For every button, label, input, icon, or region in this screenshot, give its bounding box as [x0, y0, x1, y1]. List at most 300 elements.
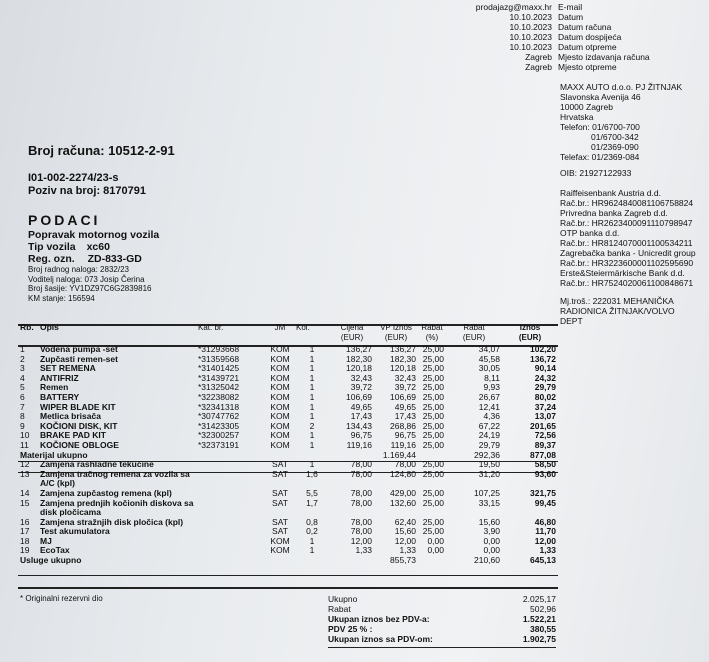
service-iznos: 11,70	[535, 526, 556, 537]
service-cijena: 78,00	[350, 516, 372, 527]
podaci-details	[28, 265, 151, 303]
col-kat: Kat. br.	[198, 323, 224, 332]
company-phone-1: Telefon: 01/6700-700	[560, 122, 640, 132]
material-vp: 106,69	[390, 391, 416, 402]
service-jm: KOM	[270, 545, 290, 556]
service-kol: 1,7	[306, 497, 318, 508]
company-phone-2: 01/6700-342	[591, 132, 639, 142]
vehicle-type	[28, 241, 110, 253]
material-vp: 268,86	[390, 420, 416, 431]
footnote: * Originalni rezervni dio	[20, 594, 103, 603]
material-iznos: 72,56	[534, 430, 556, 441]
col-iznos-label: Iznos	[519, 323, 541, 332]
summary-value: 1.522,21	[522, 614, 556, 624]
material-kol: 1	[309, 430, 315, 441]
material-kat: *32341318	[198, 401, 240, 412]
material-opis: ANTIFRIZ	[40, 372, 79, 383]
material-kat: *31359568	[198, 353, 240, 364]
material-jm: KOM	[270, 363, 290, 374]
vehicle-type-value: xc60	[86, 241, 110, 253]
material-vp: 136,27	[390, 344, 416, 354]
meta-value: 10.10.2023	[509, 32, 552, 42]
meta-label: Datum dospijeća	[558, 32, 622, 42]
meta-label: Mjesto otpreme	[558, 62, 617, 72]
summary-row	[328, 604, 556, 614]
bank-account: Rač.br.: HR8124070001100534211	[560, 238, 693, 248]
material-vp: 96,75	[394, 430, 416, 441]
service-jm: KOM	[270, 535, 290, 546]
material-pct: 25,00	[422, 391, 444, 402]
material-rb: 2	[20, 353, 25, 364]
services-total-row	[18, 556, 558, 567]
material-rb: 11	[20, 439, 29, 450]
service-vp: 15,60	[394, 526, 416, 537]
service-opis-line1: Zamjena prednjih kočionih diskova sa	[40, 497, 194, 508]
service-cijena: 78,00	[350, 487, 372, 498]
bank-account: Rač.br.: HR3223600001102595690	[560, 258, 694, 268]
material-pct: 25,00	[422, 363, 444, 374]
service-jm: SAT	[272, 526, 288, 537]
material-jm: KOM	[270, 344, 290, 354]
cost-center	[560, 296, 675, 326]
material-rabat: 8,11	[484, 372, 500, 383]
material-pct: 25,00	[422, 372, 444, 383]
material-vp: 39,72	[394, 382, 416, 393]
material-vp: 32,43	[394, 372, 416, 383]
col-iznos	[502, 323, 558, 345]
cost-center-line-1: Mj.troš.: 222031 MEHANIČKA	[560, 296, 674, 306]
material-rabat: 12,41	[478, 401, 500, 412]
chassis-number: Broj šasije: YV1DZ97C6G2839816	[28, 284, 152, 294]
material-rabat: 67,22	[478, 420, 500, 431]
bank-name: Erste&Steiermärkische Bank d.d.	[560, 268, 685, 278]
material-rabat: 26,67	[478, 391, 500, 402]
service-opis-line1: Zamjena zupčastog remena (kpl)	[40, 487, 172, 498]
summary-row	[328, 614, 556, 624]
col-rabat-pct-label: Rabat	[421, 323, 443, 332]
services-total-rabat: 210,60	[474, 555, 500, 566]
material-opis: KOČIONI DISK, KIT	[40, 420, 118, 431]
material-iznos: 29,79	[534, 382, 556, 393]
meta-value: prodajazg@maxx.hr	[475, 2, 552, 12]
material-kat: *31293668	[198, 344, 240, 354]
material-kat: *32300257	[198, 430, 240, 441]
material-rabat: 24,19	[478, 430, 500, 441]
material-iznos: 136,72	[530, 353, 556, 364]
col-cijena-unit: (EUR)	[340, 332, 364, 342]
company-country: Hrvatska	[560, 112, 594, 122]
material-cijena: 96,75	[350, 430, 372, 441]
col-cijena-label: Cijena	[340, 323, 364, 332]
invoice-ref-code: I01-002-2274/23-s	[28, 172, 119, 184]
material-cijena: 49,65	[350, 401, 372, 412]
material-rb: 3	[20, 363, 25, 374]
service-cijena: 78,00	[350, 468, 372, 479]
service-rb: 14	[20, 487, 30, 498]
material-rb: 1	[20, 344, 25, 354]
meta-label: E-mail	[558, 2, 583, 12]
service-rb: 16	[20, 516, 30, 527]
service-opis-line1: Test akumulatora	[40, 526, 110, 537]
service-kol: 0,8	[306, 516, 318, 527]
service-cijena: 1,33	[355, 545, 372, 556]
bank-list	[560, 188, 696, 288]
service-pct: 25,00	[422, 487, 444, 498]
col-rabat-pct	[418, 323, 446, 345]
meta-value: 10.10.2023	[509, 12, 552, 22]
meta-row	[460, 2, 650, 12]
summary-value: 1.902,75	[522, 634, 556, 644]
col-rabat-unit: (EUR)	[462, 332, 486, 342]
material-kol: 1	[309, 382, 315, 393]
material-iznos: 89,37	[534, 439, 556, 450]
col-kol: Kol.	[296, 323, 310, 332]
vehicle-type-label: Tip vozila	[28, 241, 76, 253]
service-rabat: 0,00	[483, 545, 500, 556]
service-kol: 1	[309, 535, 315, 546]
material-kat: *31439721	[198, 372, 240, 383]
registration	[28, 253, 142, 265]
service-kol: 1	[309, 459, 315, 470]
material-iznos: 37,24	[534, 401, 556, 412]
meta-label: Datum računa	[558, 22, 612, 32]
materials-total-iznos: 877,08	[530, 449, 556, 460]
material-kat: *31325042	[198, 382, 240, 393]
material-kol: 1	[309, 353, 315, 364]
material-iznos: 13,07	[534, 411, 556, 422]
services-total-rule	[18, 587, 558, 589]
material-kol: 1	[309, 344, 315, 354]
meta-row	[460, 22, 650, 32]
material-rb: 10	[20, 430, 30, 441]
summary-row	[328, 634, 556, 644]
service-rb: 17	[20, 526, 30, 537]
company-city: 10000 Zagreb	[560, 102, 613, 112]
service-jm: SAT	[272, 459, 288, 470]
material-cijena: 17,43	[350, 411, 372, 422]
service-kol: 5,5	[306, 487, 318, 498]
material-opis: Vodena pumpa -set	[40, 344, 118, 354]
material-kol: 1	[309, 363, 315, 374]
service-opis-line2: disk pločicama	[40, 507, 101, 518]
materials-total-vp: 1.169,44	[382, 449, 416, 460]
service-cijena: 78,00	[350, 497, 372, 508]
summary-label: Rabat	[328, 604, 351, 614]
service-cijena: 78,00	[350, 526, 372, 537]
col-rabat-pct-unit: (%)	[425, 332, 439, 342]
service-kol: 0,2	[306, 526, 318, 537]
summary-label: Ukupan iznos sa PDV-om:	[328, 634, 433, 644]
material-jm: KOM	[270, 353, 290, 364]
meta-row	[460, 12, 650, 22]
services-total-vp: 855,73	[390, 555, 416, 566]
material-iznos: 90,14	[534, 363, 556, 374]
material-vp: 182,30	[390, 353, 416, 364]
service-vp: 124,80	[390, 468, 416, 479]
summary-block	[328, 594, 556, 644]
material-kol: 1	[309, 401, 315, 412]
meta-value: 10.10.2023	[509, 42, 552, 52]
col-iznos-unit: (EUR)	[518, 332, 542, 342]
service-opis-line1: EcoTax	[40, 545, 70, 556]
meta-label: Mjesto izdavanja računa	[558, 52, 650, 62]
material-kat: *31423305	[198, 420, 240, 431]
material-kat: *32373191	[198, 439, 240, 450]
service-opis-line1: Zamjena rashladne tekućine	[40, 459, 154, 470]
registration-value: ZD-833-GD	[87, 253, 142, 265]
material-rabat: 30,05	[478, 363, 500, 374]
material-jm: KOM	[270, 372, 290, 383]
material-rb: 4	[20, 372, 25, 383]
meta-row	[460, 52, 650, 62]
service-pct: 25,00	[422, 516, 444, 527]
material-pct: 25,00	[422, 382, 444, 393]
material-cijena: 134,43	[346, 420, 372, 431]
material-cijena: 120,18	[346, 363, 372, 374]
material-jm: KOM	[270, 382, 290, 393]
service-opis-line1: Zamjena stražnjih disk pločica (kpl)	[40, 516, 184, 527]
services-total-iznos: 645,13	[530, 555, 556, 566]
material-kat: *31401425	[198, 363, 240, 374]
summary-label: Ukupno	[328, 594, 358, 604]
col-jm: JM	[274, 323, 286, 332]
material-rb: 7	[20, 401, 25, 412]
bank-name: Zagrebačka banka - Unicredit group	[560, 248, 696, 258]
company-phone-3: 01/2369-090	[591, 142, 639, 152]
material-vp: 119,16	[390, 439, 416, 450]
summary-value: 380,55	[530, 624, 556, 634]
service-pct: 25,00	[422, 526, 444, 537]
material-rabat: 29,79	[478, 439, 500, 450]
material-kol: 1	[309, 391, 315, 402]
meta-value: Zagreb	[525, 52, 552, 62]
invoice-number: Broj računa: 10512-2-91	[28, 143, 175, 158]
cost-center-line-2: RADIONICA ŽITNJAK/VOLVO	[560, 306, 675, 316]
service-rabat: 15,60	[478, 516, 500, 527]
service-iznos: 46,80	[534, 516, 556, 527]
service-opis-line2: A/C (kpl)	[40, 478, 75, 489]
service-rabat: 19,50	[478, 459, 500, 470]
material-rabat: 45,58	[478, 353, 500, 364]
top-meta	[460, 2, 650, 72]
material-iznos: 80,02	[534, 391, 556, 402]
summary-row	[328, 594, 556, 604]
service-opis-line1: MJ	[40, 535, 52, 546]
service-iznos: 99,45	[534, 497, 556, 508]
materials-total-label: Materijal ukupno	[20, 449, 88, 460]
material-pct: 25,00	[422, 353, 444, 364]
services-total-label: Usluge ukupno	[20, 555, 82, 566]
service-row	[18, 499, 558, 518]
material-jm: KOM	[270, 430, 290, 441]
service-pct: 0,00	[427, 545, 444, 556]
material-opis: BRAKE PAD KIT	[40, 430, 106, 441]
service-rb: 18	[20, 535, 30, 546]
service-pct: 25,00	[422, 468, 444, 479]
summary-row	[328, 624, 556, 634]
material-kat: *30747762	[198, 411, 240, 422]
podaci-title: PODACI	[28, 212, 101, 228]
material-opis: BATTERY	[40, 391, 80, 402]
items-table	[18, 323, 558, 567]
col-vp	[374, 323, 418, 345]
material-rb: 9	[20, 420, 25, 431]
service-opis-line1: Zamjena tračnog remena za vozila sa	[40, 468, 190, 479]
bank-account: Rač.br.: HR9624840081106758824	[560, 198, 694, 208]
material-iznos: 201,65	[530, 420, 556, 431]
call-number: Poziv na broj: 8170791	[28, 185, 146, 197]
table-header-row	[18, 323, 558, 345]
material-pct: 25,00	[422, 420, 444, 431]
order-manager: Voditelj naloga: 073 Josip Čerina	[28, 274, 145, 284]
material-kat: *32238082	[198, 391, 240, 402]
material-pct: 25,00	[422, 439, 444, 450]
service-opis	[38, 527, 266, 537]
summary-label: PDV 25 % :	[328, 624, 373, 634]
service-rabat: 107,25	[474, 487, 500, 498]
col-rb: Rb.	[20, 322, 34, 332]
service-cijena: 12,00	[350, 535, 372, 546]
col-opis: Opis	[40, 322, 59, 332]
service-pct: 0,00	[427, 535, 444, 546]
meta-value: Zagreb	[525, 62, 552, 72]
bank-name: Raiffeisenbank Austria d.d.	[560, 188, 661, 198]
material-kol: 2	[309, 420, 315, 431]
bank-name: OTP banka d.d.	[560, 228, 620, 238]
service-jm: SAT	[272, 497, 288, 508]
service-vp: 12,00	[394, 535, 416, 546]
material-rabat: 4,36	[483, 411, 500, 422]
meta-label: Datum otpreme	[558, 42, 617, 52]
service-iznos: 1,33	[539, 545, 556, 556]
company-oib: OIB: 21927122933	[560, 168, 632, 178]
material-kol: 1	[309, 372, 315, 383]
material-rb: 5	[20, 382, 25, 393]
summary-value: 502,96	[530, 604, 556, 614]
services-rule	[18, 575, 558, 576]
company-block	[560, 82, 682, 162]
material-cijena: 39,72	[350, 382, 372, 393]
col-cijena	[330, 323, 374, 345]
service-vp: 78,00	[394, 459, 416, 470]
meta-row	[460, 42, 650, 52]
material-pct: 25,00	[422, 430, 444, 441]
material-opis: Zupčasti remen-set	[40, 353, 118, 364]
summary-value: 2.025,17	[522, 594, 556, 604]
service-rabat: 3,90	[483, 526, 500, 537]
service-iznos: 58,50	[534, 459, 556, 470]
service-cijena: 78,00	[350, 459, 372, 470]
service-rb: 15	[20, 497, 30, 508]
service-kol: 1	[309, 545, 315, 556]
service-iznos: 12,00	[534, 535, 556, 546]
material-pct: 25,00	[422, 401, 444, 412]
material-jm: KOM	[270, 420, 290, 431]
material-pct: 25,00	[422, 411, 444, 422]
material-cijena: 119,16	[346, 439, 372, 450]
service-vp: 62,40	[394, 516, 416, 527]
service-pct: 25,00	[422, 497, 444, 508]
material-vp: 49,65	[394, 401, 416, 412]
col-vp-label: VP Iznos	[380, 323, 412, 332]
material-kol: 1	[309, 439, 315, 450]
service-opis	[38, 470, 266, 489]
material-opis: WIPER BLADE KIT	[40, 401, 116, 412]
material-vp: 17,43	[394, 411, 416, 422]
service-rabat: 33,15	[478, 497, 500, 508]
bank-name: Privredna banka Zagreb d.d.	[560, 208, 668, 218]
material-iznos: 102,20	[530, 344, 556, 354]
material-iznos: 24,32	[534, 372, 556, 383]
company-name: MAXX AUTO d.o.o. PJ ŽITNJAK	[560, 82, 683, 92]
material-cijena: 182,30	[346, 353, 372, 364]
meta-value: 10.10.2023	[509, 22, 552, 32]
cost-center-line-3: DEPT	[560, 316, 583, 326]
materials-total-rabat: 292,36	[474, 449, 500, 460]
material-cijena: 32,43	[350, 372, 372, 383]
podaci-line1: Popravak motornog vozila	[28, 229, 160, 241]
material-cijena: 106,69	[346, 391, 372, 402]
meta-label: Datum	[558, 12, 584, 22]
service-jm: SAT	[272, 468, 288, 479]
material-rabat: 34,07	[478, 344, 500, 354]
service-opis	[38, 537, 266, 547]
service-vp: 429,00	[390, 487, 416, 498]
service-pct: 25,00	[422, 459, 444, 470]
bank-account: Rač.br.: HR2623400091110798947	[560, 218, 693, 228]
material-opis: Remen	[40, 382, 69, 393]
summary-rule	[328, 647, 556, 648]
service-jm: SAT	[272, 516, 288, 527]
service-rb: 19	[20, 545, 30, 556]
service-iznos: 93,60	[534, 468, 556, 479]
material-opis: SET REMENA	[40, 363, 96, 374]
service-rb: 13	[20, 468, 30, 479]
col-vp-unit: (EUR)	[384, 332, 408, 342]
col-rabat-label: Rabat	[463, 323, 485, 332]
material-rb: 8	[20, 411, 25, 422]
material-kol: 1	[309, 411, 315, 422]
material-opis: KOČIONE OBLOGE	[40, 439, 119, 450]
meta-row	[460, 62, 650, 72]
mileage: KM stanje: 156594	[28, 293, 95, 303]
material-jm: KOM	[270, 439, 290, 450]
service-rb: 12	[20, 459, 30, 470]
work-order: Broj radnog naloga: 2832/23	[28, 265, 129, 274]
service-opis	[38, 499, 266, 518]
service-kol: 1,6	[306, 468, 318, 479]
service-rabat: 0,00	[483, 535, 500, 546]
material-opis: Metlica brisača	[40, 411, 101, 422]
service-rabat: 31,20	[478, 468, 500, 479]
meta-row	[460, 32, 650, 42]
material-rabat: 9,93	[483, 382, 500, 393]
service-iznos: 321,75	[530, 487, 556, 498]
service-jm: SAT	[272, 487, 288, 498]
service-vp: 132,60	[390, 497, 416, 508]
material-jm: KOM	[270, 391, 290, 402]
material-cijena: 136,27	[346, 344, 372, 354]
company-fax: Telefax: 01/2369-084	[560, 152, 640, 162]
material-jm: KOM	[270, 411, 290, 422]
material-rb: 6	[20, 391, 25, 402]
company-street: Slavonska Avenija 46	[560, 92, 641, 102]
service-row	[18, 470, 558, 489]
material-vp: 120,18	[390, 363, 416, 374]
summary-label: Ukupan iznos bez PDV-a:	[328, 614, 430, 624]
col-rabat	[446, 323, 502, 345]
bank-account: Rač.br.: HR7524020061100848671	[560, 278, 694, 288]
